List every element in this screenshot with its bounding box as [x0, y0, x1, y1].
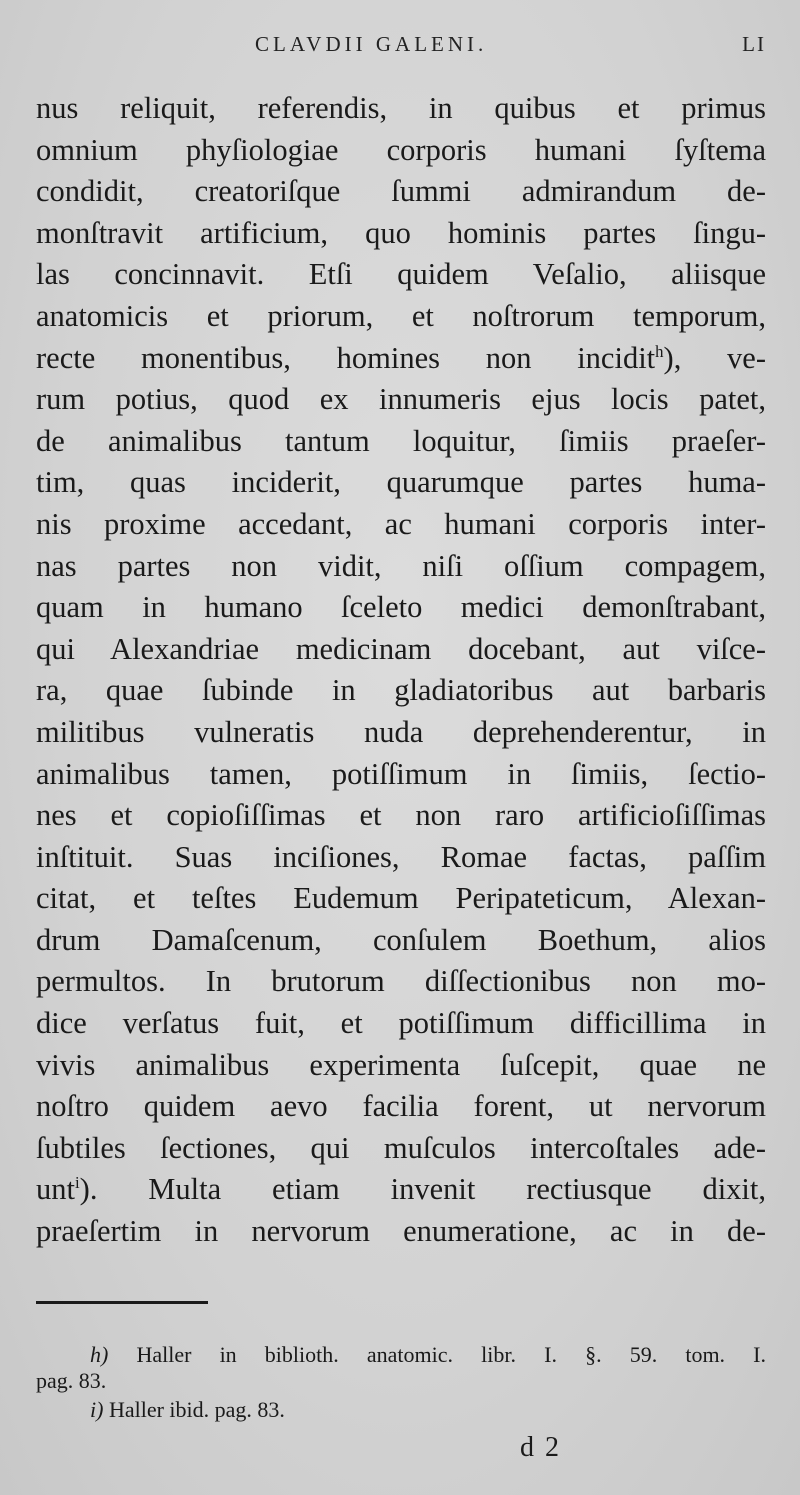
- text-line: rum potius, quod ex innumeris ejus locis patet,: [36, 382, 766, 417]
- body-text: [36, 88, 766, 1253]
- footnotes: [36, 1342, 766, 1423]
- footnote-rule: [36, 1301, 208, 1304]
- text-line: de animalibus tantum loquitur, ſimiis praeſer-: [36, 423, 766, 458]
- text-line-with-note-i: [36, 1169, 766, 1211]
- footnote-ref-i: i: [74, 1173, 80, 1193]
- footnote-h-continuation: pag. 83.: [36, 1368, 107, 1393]
- text-line: las concinnavit. Etſi quidem Veſalio, aliisque: [36, 257, 766, 292]
- text-line: quam in humano ſceleto medici demonſtrabant,: [36, 590, 766, 625]
- footnote-mark: i): [90, 1397, 104, 1422]
- text-line: noſtro quidem aevo facilia forent, ut nervorum: [36, 1089, 766, 1124]
- footnote-ref-h: h: [655, 341, 664, 361]
- footnote-text: Haller in biblioth. anatomic. libr. I. §. 59. tom. I.: [136, 1342, 767, 1367]
- footnote-text: Haller ibid. pag. 83.: [108, 1397, 285, 1422]
- text-line: animalibus tamen, potiſſimum in ſimiis, ſectio-: [36, 756, 766, 791]
- text-line: inſtituit. Suas inciſiones, Romae factas, paſſim: [36, 839, 766, 874]
- running-head-title: CLAVDII GALENI.: [255, 32, 488, 56]
- text-line: dice verſatus fuit, et potiſſimum difficillima in: [36, 1006, 766, 1041]
- text-line: condidit, creatoriſque ſummi admirandum de-: [36, 174, 766, 209]
- text-line: praeſertim in nervorum enumeratione, ac in de-: [36, 1214, 766, 1249]
- text-segment: recte monentibus, homines non incidit: [36, 340, 656, 375]
- text-line: anatomicis et priorum, et noſtrorum temporum,: [36, 298, 766, 333]
- text-line: omnium phyſiologiae corporis humani ſyſtema: [36, 132, 766, 167]
- text-line: nis proxime accedant, ac humani corporis inter-: [36, 506, 766, 541]
- text-line: vivis animalibus experimenta ſuſcepit, quae ne: [36, 1047, 766, 1082]
- footnote-i: [36, 1397, 766, 1423]
- text-line: nus reliquit, referendis, in quibus et primus: [36, 91, 766, 125]
- footnote-mark: h): [90, 1342, 109, 1367]
- text-line: nes et copioſiſſimas et non raro artificioſiſſimas: [36, 798, 766, 833]
- text-line: nas partes non vidit, niſi oſſium compagem,: [36, 548, 766, 583]
- text-line: ra, quae ſubinde in gladiatoribus aut barbaris: [36, 673, 766, 708]
- text-line: tim, quas inciderit, quarumque partes huma-: [36, 465, 766, 500]
- text-segment: unt: [36, 1172, 75, 1207]
- text-segment: ), ve-: [663, 340, 767, 375]
- text-line: militibus vulneratis nuda deprehenderentur, in: [36, 714, 766, 749]
- text-line: monſtravit artificium, quo hominis partes ſingu-: [36, 215, 766, 250]
- text-line: drum Damaſcenum, conſulem Boethum, alios: [36, 922, 766, 957]
- text-segment: ). Multa etiam invenit rectiusque dixit,: [79, 1172, 766, 1207]
- text-line-with-note-h: [36, 338, 766, 380]
- text-line: citat, et teſtes Eudemum Peripateticum, Alexan-: [36, 881, 766, 916]
- page-number: LI: [742, 32, 766, 56]
- text-line: qui Alexandriae medicinam docebant, aut viſce-: [36, 631, 766, 666]
- footnote-h: [36, 1342, 766, 1368]
- text-line: ſubtiles ſectiones, qui muſculos intercoſtales ade-: [36, 1130, 766, 1165]
- running-head: [0, 28, 800, 68]
- signature-mark: d 2: [520, 1432, 561, 1463]
- text-line: permultos. In brutorum diſſectionibus non mo-: [36, 964, 766, 999]
